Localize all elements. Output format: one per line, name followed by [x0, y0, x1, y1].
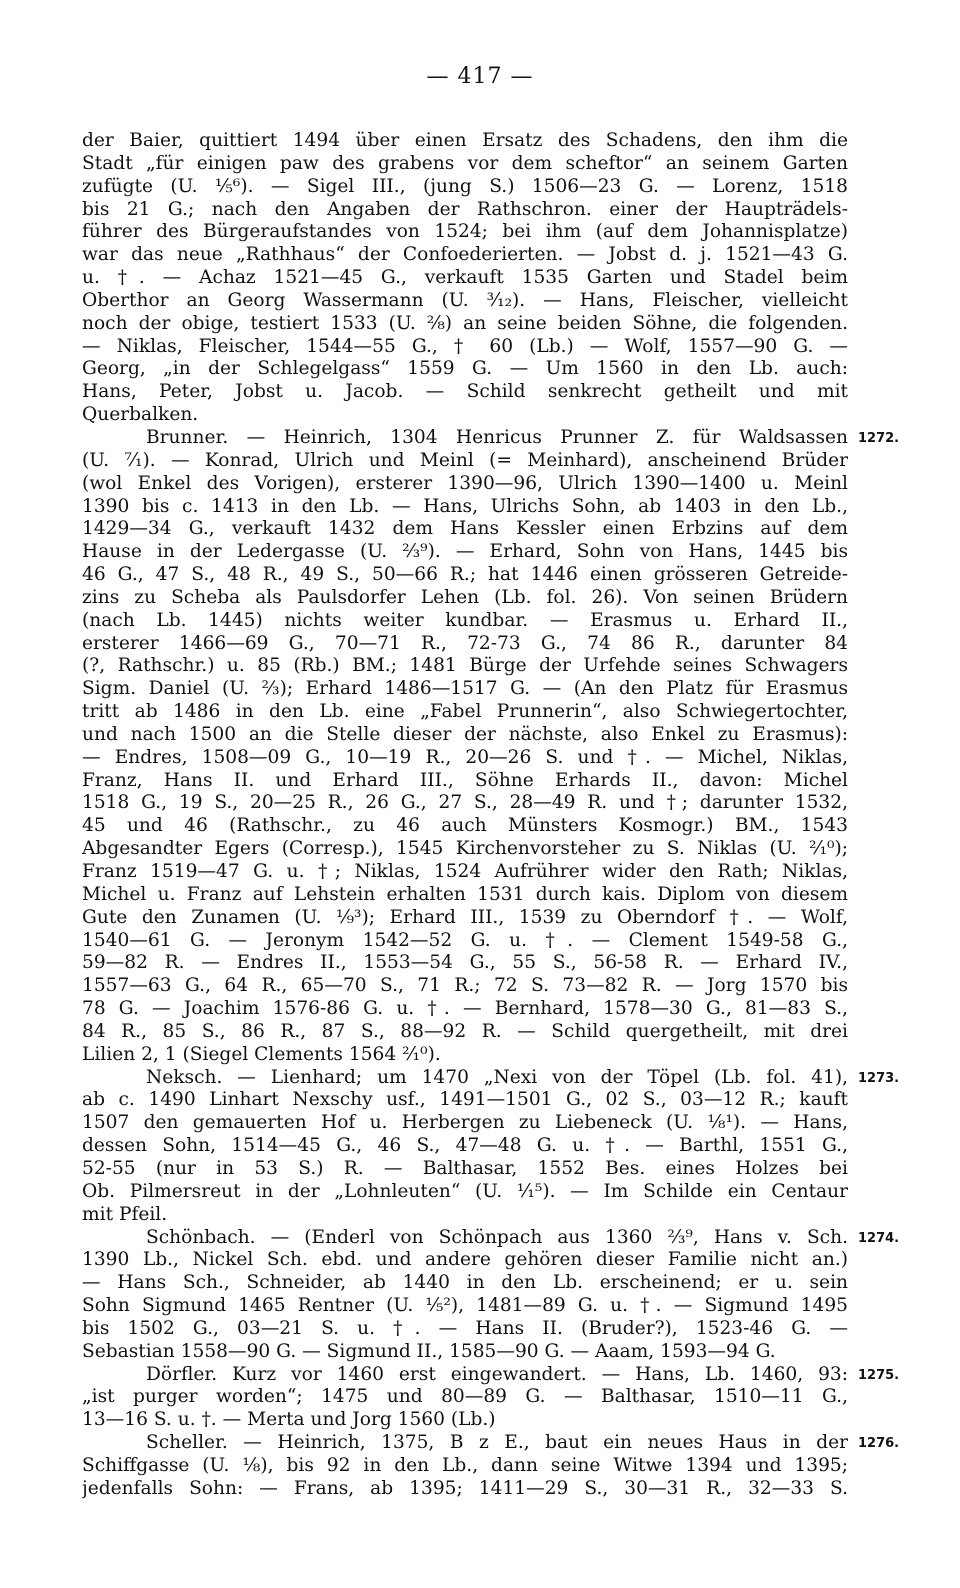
text-line: und nach 1500 an die Stelle dieser der nächste, also Enkel zu Erasmus):	[82, 723, 848, 745]
text-line: jedenfalls Sohn: — Frans, ab 1395; 1411—29 S., 30—31 R., 32—33 S.	[82, 1477, 848, 1499]
text-line: 1507 den gemauerten Hof u. Herbergen zu Liebeneck (U. ¹⁄₈¹). — Hans,	[82, 1112, 848, 1134]
text-line: Ob. Pilmersreut in der „Lohnleuten“ (U. ¹⁄₁⁵). — Im Schilde ein Centaur	[82, 1180, 848, 1202]
text-line: tritt ab 1486 in den Lb. eine „Fabel Prunnerin“, also Schwiegertochter,	[82, 701, 848, 723]
text-line: u. †. — Achaz 1521—45 G., verkauft 1535 Garten und Stadel beim	[82, 267, 848, 289]
text-line: Franz, Hans II. und Erhard III., Söhne Erhards II., davon: Michel	[82, 769, 848, 791]
text-line: — Endres, 1508—09 G., 10—19 R., 20—26 S. und †. — Michel, Niklas,	[82, 746, 848, 768]
text-line: noch der obige, testiert 1533 (U. ²⁄₈) an seine beiden Söhne, die folgenden.	[82, 312, 848, 334]
text-line: bis 1502 G., 03—21 S. u. †. — Hans II. (Bruder?), 1523-46 G. —	[82, 1317, 848, 1339]
text-line: Franz 1519—47 G. u. †; Niklas, 1524 Aufrührer wider den Rath; Niklas,	[82, 861, 848, 882]
text-line: (?, Rathschr.) u. 85 (Rb.) BM.; 1481 Bürge der Urfehde seines Schwagers	[82, 655, 848, 677]
text-line: zins zu Scheba als Paulsdorfer Lehen (Lb. fol. 26). Von seinen Brüdern	[82, 586, 848, 608]
text-line: Sohn Sigmund 1465 Rentner (U. ¹⁄₅²), 1481—89 G. u. †. — Sigmund 1495	[82, 1295, 848, 1317]
text-line: Lilien 2, 1 (Siegel Clements 1564 ²⁄₁⁰).	[82, 1043, 441, 1065]
text-line: 84 R., 85 S., 86 R., 87 S., 88—92 R. — Schild quergetheilt, mit drei	[82, 1020, 848, 1042]
text-line: war das neue „Rathhaus“ der Confoederierten. — Jobst d. j. 1521—43 G.	[82, 244, 848, 266]
text-line: 1557—63 G., 64 R., 65—70 S., 71 R.; 72 S. 73—82 R. — Jorg 1570 bis	[82, 975, 848, 997]
text-line: Querbalken.	[82, 404, 199, 426]
text-line: (U. ⁷⁄₁). — Konrad, Ulrich und Meinl (= Meinhard), anscheinend Brüder	[82, 449, 848, 471]
text-line: der Baier, quittiert 1494 über einen Ersatz des Schadens, den ihm die	[82, 130, 848, 151]
text-line: 52-55 (nur in 53 S.) R. — Balthasar, 1552 Bes. eines Holzes bei	[82, 1157, 848, 1179]
text-line: Stadt „für einigen paw des grabens vor dem scheftor“ an seinem Garten	[82, 152, 848, 174]
page-number: — 417 —	[426, 64, 534, 89]
text-line: Sigm. Daniel (U. ⅔); Erhard 1486—1517 G. — (An den Platz für Erasmus	[82, 678, 848, 700]
text-line: (nach Lb. 1445) nichts weiter kundbar. — Erasmus u. Erhard II.,	[82, 609, 848, 631]
text-line: ersterer 1466—69 G., 70—71 R., 72-73 G., 74 86 R., darunter 84	[82, 632, 848, 654]
text-line: — Niklas, Fleischer, 1544—55 G., † 60 (Lb.) — Wolf, 1557—90 G. —	[82, 335, 848, 357]
text-line: Georg, „in der Schlegelgass“ 1559 G. — Um 1560 in den Lb. auch:	[82, 358, 848, 380]
text-line: 1390 bis c. 1413 in den Lb. — Hans, Ulrichs Sohn, ab 1403 in den Lb.,	[82, 495, 848, 517]
margin-entry-number: 1275.	[858, 1367, 900, 1383]
text-line: mit Pfeil.	[82, 1203, 168, 1225]
text-line: 45 und 46 (Rathschr., zu 46 auch Münsters Kosmogr.) BM., 1543	[82, 815, 848, 837]
text-line: Michel u. Franz auf Lehstein erhalten 1531 durch kais. Diplom von diesem	[82, 883, 848, 905]
text-line: Schiffgasse (U. ⅛), bis 92 in den Lb., dann seine Witwe 1394 und 1395;	[82, 1454, 848, 1476]
text-line: ab c. 1490 Linhart Nexschy usf., 1491—1501 G., 02 S., 03—12 R.; kauft	[82, 1089, 848, 1111]
text-line: Sebastian 1558—90 G. — Sigmund II., 1585—90 G. — Aaam, 1593—94 G.	[82, 1340, 776, 1362]
text-column	[82, 130, 848, 1501]
text-line: zufügte (U. ⅕⁶). — Sigel III., (jung S.) 1506—23 G. — Lorenz, 1518	[82, 175, 848, 197]
text-line: bis 21 G.; nach den Angaben der Rathschron. einer der Haupträdels-	[82, 198, 848, 220]
margin-entry-number: 1273.	[858, 1070, 900, 1086]
text-line: führer des Bürgeraufstandes von 1524; bei ihm (auf dem Johannisplatze)	[82, 221, 848, 243]
text-line: — Hans Sch., Schneider, ab 1440 in den Lb. erscheinend; er u. sein	[82, 1272, 848, 1294]
text-line: 1390 Lb., Nickel Sch. ebd. und andere gehören dieser Familie nicht an.)	[82, 1249, 848, 1271]
text-line: Schönbach. — (Enderl von Schönpach aus 1360 ²⁄₃⁹, Hans v. Sch.	[146, 1226, 848, 1248]
text-line: Hause in der Ledergasse (U. ²⁄₃⁹). — Erhard, Sohn von Hans, 1445 bis	[82, 541, 848, 563]
text-line: 1540—61 G. — Jeronym 1542—52 G. u. †. — Clement 1549-58 G.,	[82, 929, 848, 951]
text-line: 78 G. — Joachim 1576-86 G. u. †. — Bernhard, 1578—30 G., 81—83 S.,	[82, 998, 848, 1020]
text-line: Neksch. — Lienhard; um 1470 „Nexi von der Töpel (Lb. fol. 41),	[146, 1066, 848, 1088]
text-line: Dörfler. Kurz vor 1460 erst eingewandert. — Hans, Lb. 1460, 93:	[146, 1363, 848, 1385]
margin-entry-number: 1274.	[858, 1230, 900, 1246]
text-line: Gute den Zunamen (U. ¹⁄₉³); Erhard III., 1539 zu Oberndorf †. — Wolf,	[82, 906, 848, 928]
text-line: Oberthor an Georg Wassermann (U. ³⁄₁₂). — Hans, Fleischer, vielleicht	[82, 289, 848, 311]
text-line: dessen Sohn, 1514—45 G., 46 S., 47—48 G. u. †. — Barthl, 1551 G.,	[82, 1135, 848, 1157]
text-line: 1518 G., 19 S., 20—25 R., 26 G., 27 S., 28—49 R. und †; darunter 1532,	[82, 792, 848, 814]
text-line: Scheller. — Heinrich, 1375, B z E., baut ein neues Haus in der	[146, 1432, 848, 1454]
text-line: 1429—34 G., verkauft 1432 dem Hans Kessler einen Erbzins auf dem	[82, 518, 848, 540]
text-line: 59—82 R. — Endres II., 1553—54 G., 55 S., 56-58 R. — Erhard IV.,	[82, 952, 848, 974]
text-line: „ist purger worden“; 1475 und 80—89 G. — Balthasar, 1510—11 G.,	[82, 1386, 848, 1408]
text-line: 13—16 S. u. †. — Merta und Jorg 1560 (Lb.)	[82, 1409, 496, 1431]
text-line: Brunner. — Heinrich, 1304 Henricus Prunner Z. für Waldsassen	[146, 426, 848, 448]
margin-entry-number: 1272.	[858, 431, 900, 447]
text-line: 46 G., 47 S., 48 R., 49 S., 50—66 R.; hat 1446 einen grösseren Getreide-	[82, 564, 848, 586]
text-line: Hans, Peter, Jobst u. Jacob. — Schild senkrecht getheilt und mit	[82, 381, 848, 403]
text-line: Abgesandter Egers (Corresp.), 1545 Kirchenvorsteher zu S. Niklas (U. ²⁄₁⁰);	[82, 838, 848, 860]
text-line: (wol Enkel des Vorigen), ersterer 1390—96, Ulrich 1390—1400 u. Meinl	[82, 472, 848, 494]
margin-entry-number: 1276.	[858, 1436, 900, 1452]
